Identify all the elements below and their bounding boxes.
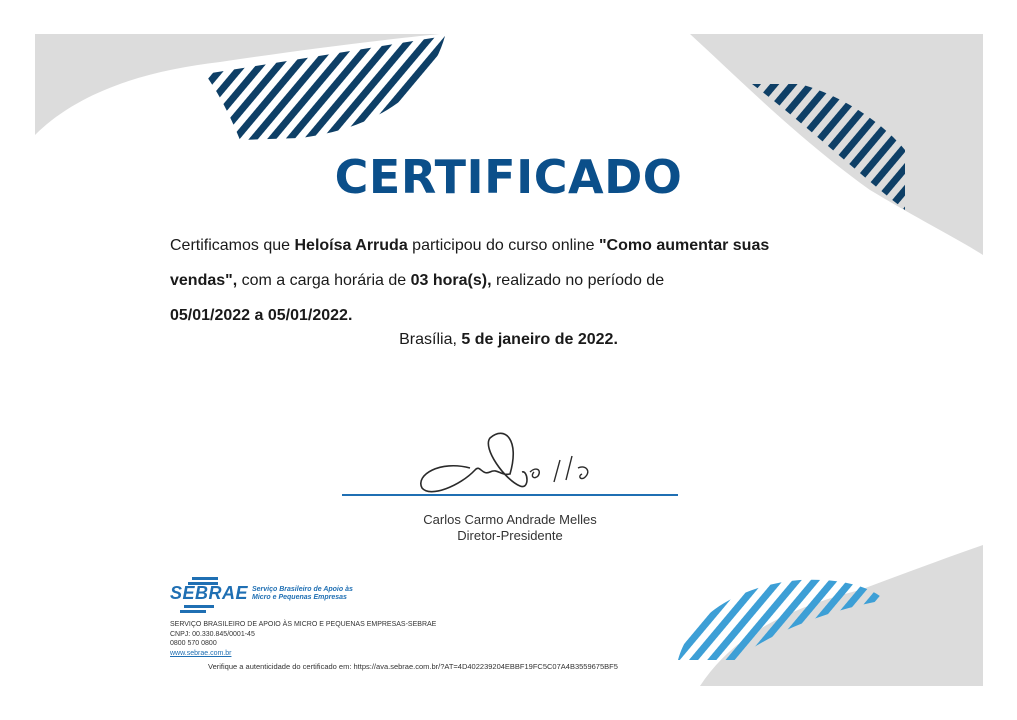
participated-text: participou do curso online bbox=[407, 237, 599, 254]
issue-date: 5 de janeiro de 2022. bbox=[461, 331, 618, 348]
organization-info bbox=[170, 620, 436, 658]
org-cnpj: CNPJ: 00.330.845/0001-45 bbox=[170, 630, 255, 638]
logo-tagline: Serviço Brasileiro de Apoio às Micro e Pequenas Empresas bbox=[252, 586, 353, 601]
certificate-statement bbox=[170, 228, 790, 333]
period-value: 05/01/2022 a 05/01/2022. bbox=[170, 307, 353, 324]
participant-name: Heloísa Arruda bbox=[294, 237, 408, 254]
workload-prefix: com a carga horária de bbox=[237, 272, 411, 289]
period-prefix: realizado no período de bbox=[491, 272, 665, 289]
place-text: Brasília, bbox=[399, 331, 462, 348]
workload-value: 03 hora(s), bbox=[410, 272, 492, 289]
logo-wordmark: SEBRAE bbox=[170, 583, 249, 603]
place-and-date bbox=[0, 331, 1017, 349]
intro-text: Certificamos que bbox=[170, 237, 295, 254]
sebrae-logo bbox=[170, 575, 370, 613]
org-full-name: SERVIÇO BRASILEIRO DE APOIO ÀS MICRO E PEQUENAS EMPRESAS-SEBRAE bbox=[170, 621, 437, 628]
signatory-name: Carlos Carmo Andrade Melles bbox=[423, 512, 597, 527]
org-phone: 0800 570 0800 bbox=[170, 640, 217, 647]
signatory-role: Diretor-Presidente bbox=[457, 528, 563, 543]
signature-line bbox=[342, 494, 678, 496]
signature-image bbox=[410, 420, 610, 495]
course-name: "Como aumentar suas vendas", bbox=[170, 237, 770, 289]
signatory-block bbox=[342, 512, 678, 544]
verification-text: Verifique a autenticidade do certificado em: https://ava.sebrae.com.br/?AT=4D402239204EBBF19FC5C07A4B3559675BF5 bbox=[208, 662, 618, 671]
certificate-title: CERTIFICADO bbox=[334, 150, 683, 204]
org-website-link[interactable]: www.sebrae.com.br bbox=[170, 649, 232, 657]
